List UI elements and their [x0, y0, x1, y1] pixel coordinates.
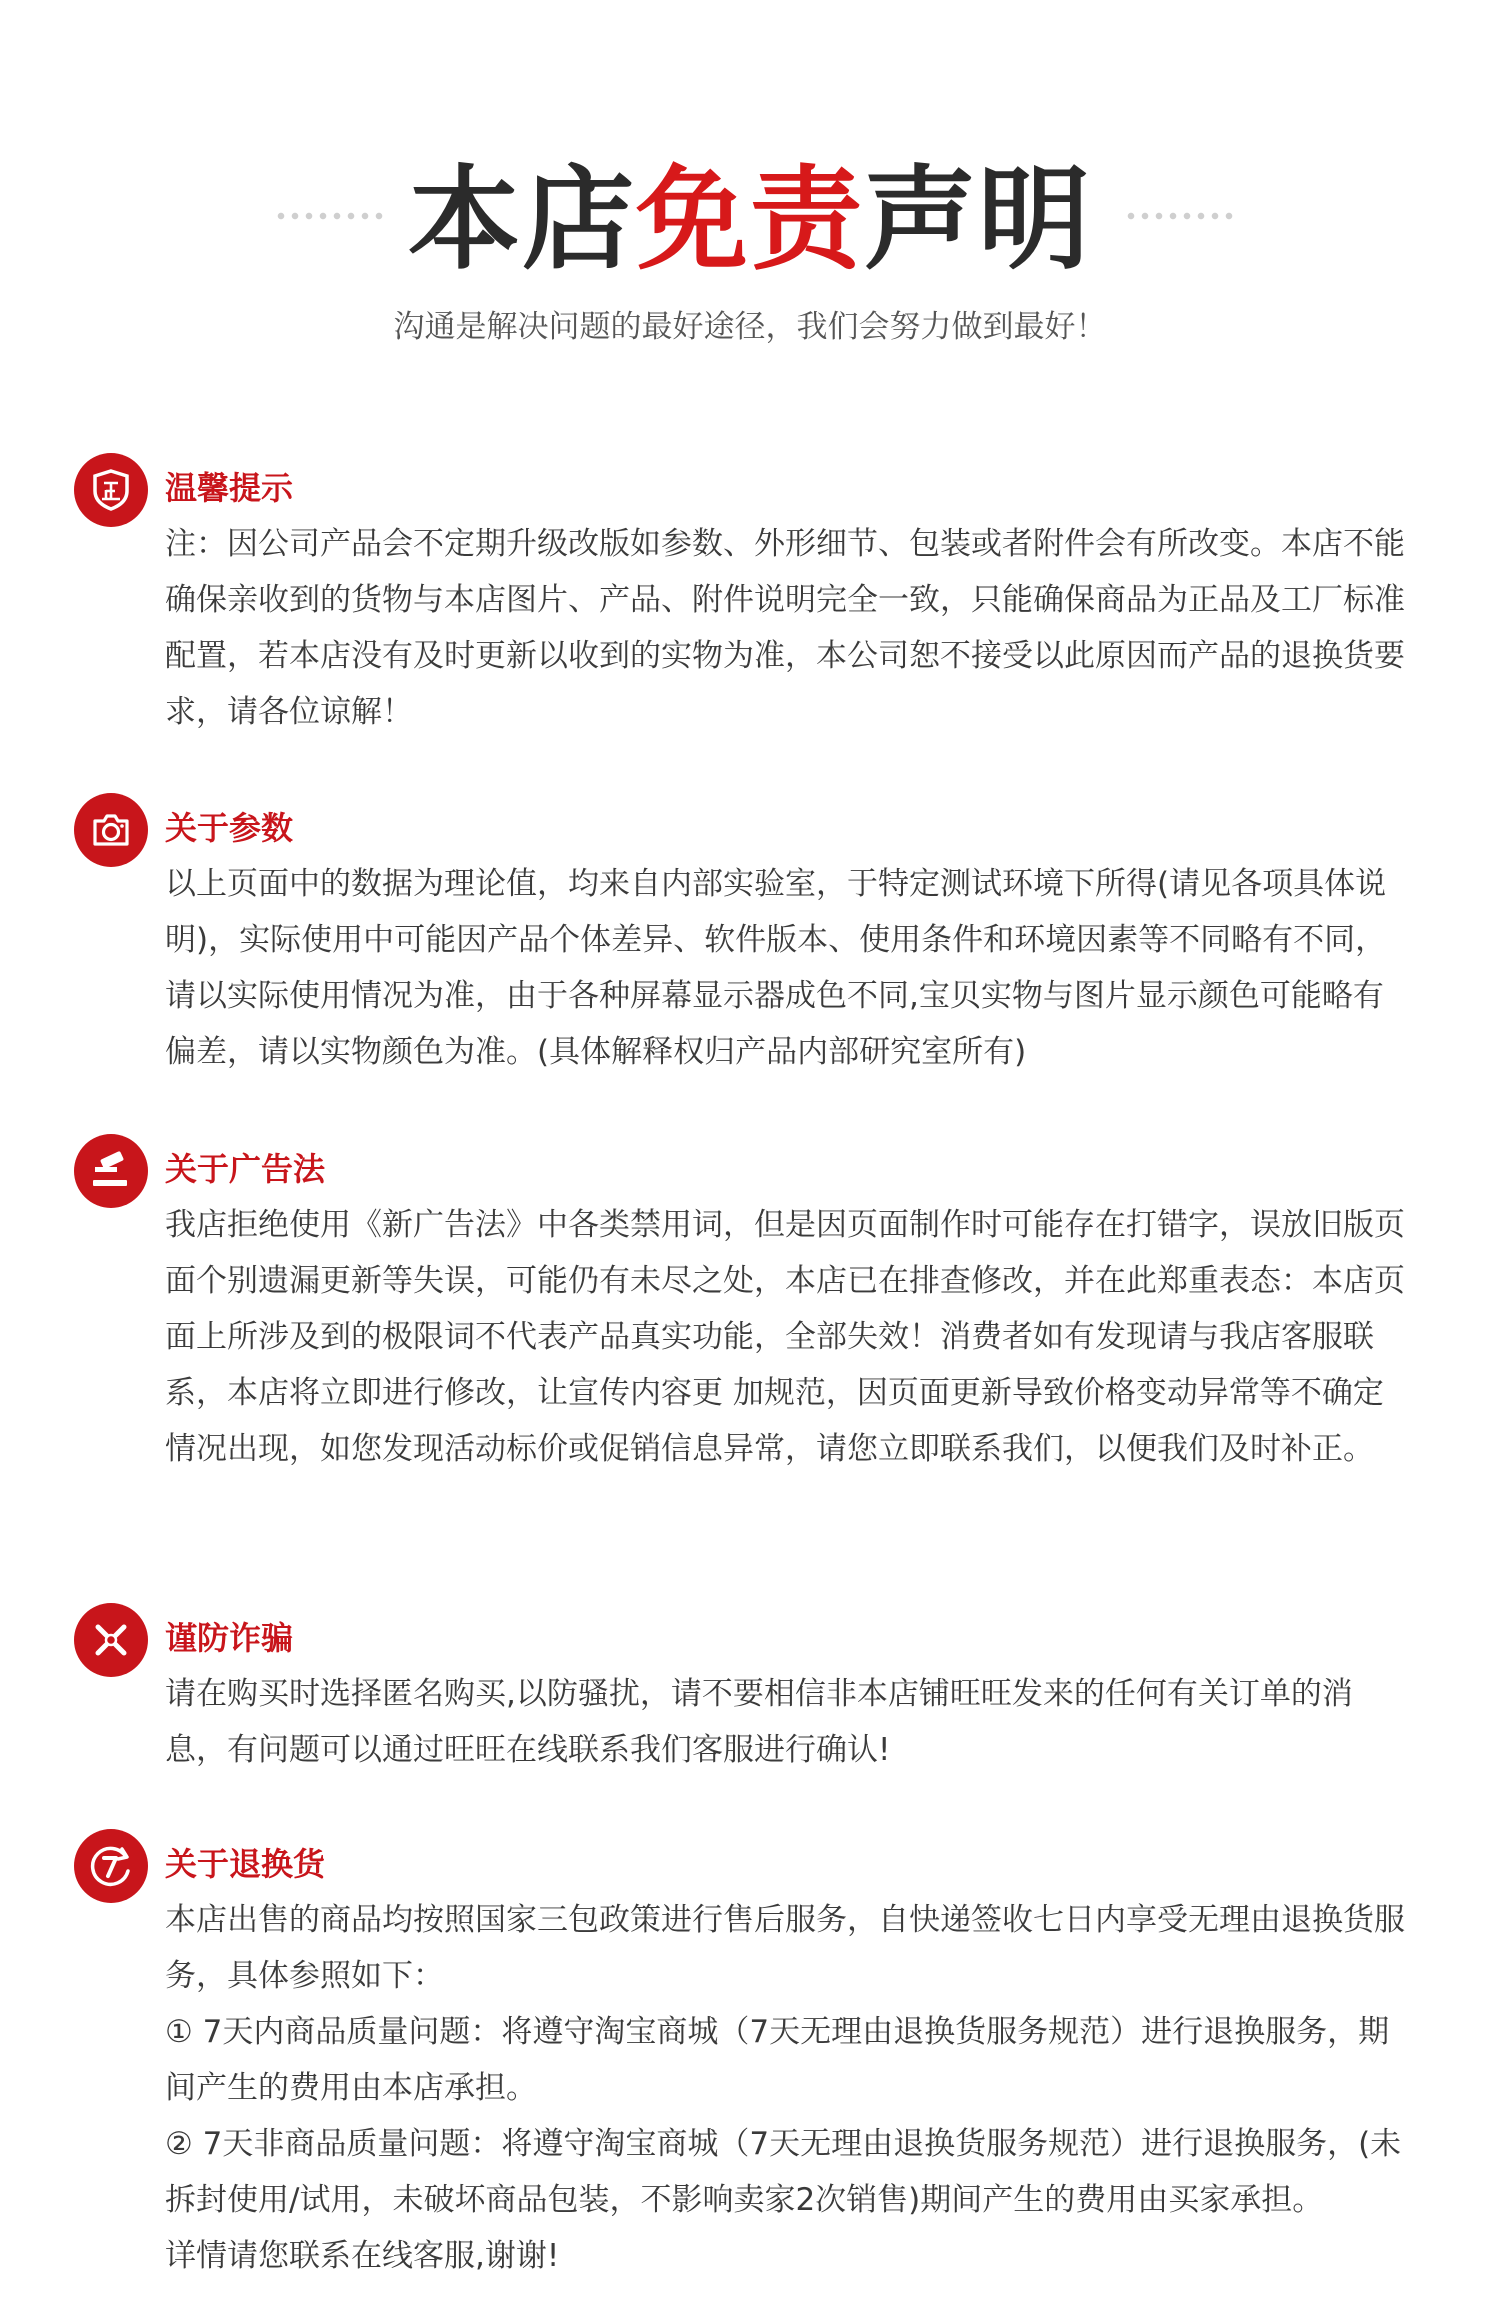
section-paragraph: 以上页面中的数据为理论值，均来自内部实验室，于特定测试环境下所得(请见各项具体说明)，实际使用中可能因产品个体差异、软件版本、使用条件和环境因素等不同略有不同，请以实际使用情况为准，由于各种屏幕显示器成色不同,宝贝实物与图片显示颜色可能略有偏差，请以实物颜色为准。(具体解释权归产品内部研究室所有) — [165, 866, 1387, 1070]
section-title: 关于退换货 — [165, 1845, 326, 1883]
title-part-disclaimer: 免责 — [636, 155, 864, 285]
section-body — [165, 1666, 1410, 1778]
section-title: 谨防诈骗 — [165, 1619, 294, 1657]
page-subtitle: 沟通是解决问题的最好途径，我们会努力做到最好！ — [393, 309, 1107, 345]
title-part-statement: 声明 — [864, 155, 1092, 285]
section-paragraph: 请在购买时选择匿名购买,以防骚扰，请不要相信非本店铺旺旺发来的任何有关订单的消息，有问题可以通过旺旺在线联系我们客服进行确认! — [165, 1676, 1353, 1768]
section-body — [165, 1892, 1410, 2284]
page-header — [0, 150, 1500, 290]
section-paragraph: ① 7天内商品质量问题：将遵守淘宝商城（7天无理由退换货服务规范）进行退换服务，期间产生的费用由本店承担。 — [165, 2014, 1390, 2106]
section-paragraph: 我店拒绝使用《新广告法》中各类禁用词，但是因页面制作时可能存在打错字，误放旧版页面个别遗漏更新等失误，可能仍有未尽之处，本店已在排查修改，并在此郑重表态：本店页面上所涉及到的极限词不代表产品真实功能，全部失效！消费者如有发现请与我店客服联系，本店将立即进行修改，让宣传内容更 加规范，因页面更新导致价格变动异常等不确定情况出现，如您发现活动标价或促销信息异常，请您立即联系我们，以便我们及时补正。 — [165, 1207, 1405, 1467]
camera-icon — [74, 793, 148, 867]
title-part-store: 本店 — [408, 155, 636, 285]
section-title: 关于参数 — [165, 809, 294, 847]
section-paragraph: 注：因公司产品会不定期升级改版如参数、外形细节、包装或者附件会有所改变。本店不能确保亲收到的货物与本店图片、产品、附件说明完全一致，只能确保商品为正品及工厂标准配置，若本店没有及时更新以收到的实物为准，本公司恕不接受以此原因而产品的退换货要求，请各位谅解！ — [165, 526, 1405, 730]
section-title: 温馨提示 — [165, 469, 294, 507]
section-paragraph: 详情请您联系在线客服,谢谢! — [165, 2238, 560, 2274]
decorative-dots-right — [1124, 212, 1236, 220]
section-body — [165, 856, 1410, 1080]
section-body — [165, 516, 1410, 740]
section-paragraph: ② 7天非商品质量问题：将遵守淘宝商城（7天无理由退换货服务规范）进行退换服务，(未拆封使用/试用，未破坏商品包装，不影响卖家2次销售)期间产生的费用由买家承担。 — [165, 2126, 1402, 2218]
gavel-icon — [74, 1134, 148, 1208]
section-paragraph: 本店出售的商品均按照国家三包政策进行售后服务，自快递签收七日内享受无理由退换货服务，具体参照如下： — [165, 1902, 1405, 1994]
section-title: 关于广告法 — [165, 1150, 326, 1188]
warning-x-icon — [74, 1603, 148, 1677]
seven-day-return-icon — [74, 1829, 148, 1903]
section-body — [165, 1197, 1410, 1477]
page-title — [0, 150, 1500, 290]
shield-icon — [74, 453, 148, 527]
